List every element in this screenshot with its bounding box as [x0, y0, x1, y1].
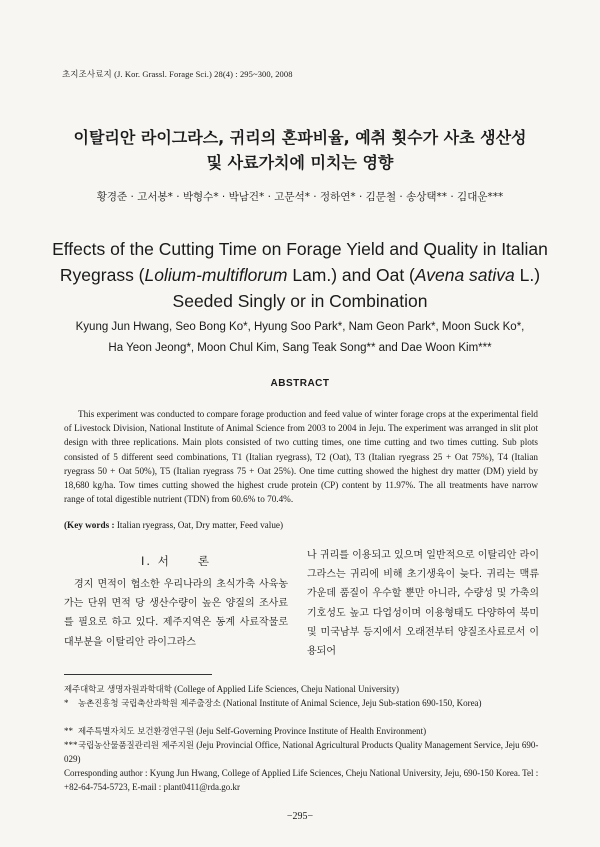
body-paragraph-right: 나 귀리를 이용되고 있으며 일반적으로 이탈리안 라이그라스는 귀리에 비해 초기생육이 늦다. 귀리는 맥류 가운데 품질이 우수할 뿐만 아니라, 수량성 및 가축의 기호성도 높고 다업성이며 이용형태도 다양하여 북미 및 미국남부 등지에서 오래전부터 양질조사료로서 이용되어 [307, 550, 539, 658]
footnote-2-english: (Jeju Self-Governing Province Institute of Health Environment) [193, 726, 427, 736]
footnote-3-korean: 국립농산물품질관리원 제주지원 [78, 740, 194, 750]
english-authors [40, 317, 560, 359]
footnote-1-mark: * [64, 698, 69, 708]
english-title [40, 236, 560, 314]
species-name-ryegrass: Lolium-multiflorum [144, 265, 288, 285]
keywords [64, 520, 538, 530]
footnote-3-english: (Jeju Provincial Office, National Agricultural Products Quality Management Service, Jeju 690-029) [64, 740, 539, 764]
english-title-part-3: L.) Seeded Singly or in Combination [172, 265, 541, 311]
english-authors-line-1: Kyung Jun Hwang, Seo Bong Ko*, Hyung Soo Park*, Nam Geon Park*, Moon Suck Ko*, [75, 321, 525, 333]
footnote-1 [64, 697, 542, 711]
korean-authors: 황경준 · 고서봉* · 박형수* · 박남건* · 고문석* · 정하연* · 김문철 · 송상택** · 김대운*** [96, 191, 504, 203]
english-authors-line-2: Ha Yeon Jeong*, Moon Chul Kim, Sang Teak Song** and Dae Woon Kim*** [108, 342, 492, 354]
footnote-2 [64, 725, 542, 739]
body-column-left [64, 575, 288, 652]
keywords-list: Italian ryegrass, Oat, Dry matter, Feed value) [114, 520, 284, 530]
keywords-label: (Key words : [64, 520, 115, 530]
footnote-3 [64, 739, 542, 766]
footnote-1-korean: 농촌진흥청 국립축산과학원 제주출장소 [78, 698, 221, 708]
page-number: −295− [286, 811, 314, 822]
footnote-affiliation [64, 683, 542, 697]
journal-citation: 초지조사료지 (J. Kor. Grassl. Forage Sci.) 28(4) : 295~300, 2008 [62, 69, 293, 79]
english-title-part-2: Lam.) and Oat ( [287, 265, 415, 285]
footnote-3-mark: *** [64, 740, 78, 750]
body-column-right [307, 546, 539, 661]
footnote-2-korean: 제주특별자치도 보건환경연구원 [78, 726, 194, 736]
affiliation-english: (College of Applied Life Sciences, Cheju National University) [171, 684, 400, 694]
footnote-2-mark: ** [64, 726, 73, 736]
english-title-part-1: Effects of the Cutting Time on Forage Yield and Quality in Italian Ryegrass ( [52, 239, 548, 285]
section-heading-introduction: Ⅰ. 서 론 [141, 554, 211, 568]
footnote-1-english: (National Institute of Animal Science, Jeju Sub-station 690-150, Korea) [220, 698, 482, 708]
korean-title-line-1: 이탈리안 라이그라스, 귀리의 혼파비율, 예취 횟수가 사초 생산성 [73, 128, 527, 147]
corresponding-author: Corresponding author : Kyung Jun Hwang, College of Applied Life Sciences, Cheju National University, Jeju, 690-150 Korea. Tel : +82-64-754-5723, E-mail : plant0411@rda.go.kr [64, 768, 539, 792]
abstract-text: This experiment was conducted to compare forage production and feed value of winter forage crops at the experimental field of Livestock Division, National Institute of Animal Science from 2003 to 2004 in Jeju. The experiment was arranged in slit plot design with three replications. Main plots consisted of two cutting times, one time cutting and two times cutting. Sub plots consisted of 5 different seed combinations, T1 (Italian ryegrass), T2 (Oat), T3 (Italian ryegrass 25 + Oat 75%), T4 (Italian ryegrass 50 + Oat 50%), T5 (Italian ryegrass 75 + Oat 25%). One time cutting showed the highest dry matter (DM) yield by 18,680 kg/ha. Tow times cutting showed the highest crude protein (CP) content by 11.97%. The all treatments have narrow range of total digestible nutrient (TDN) from 60.6% to 70.4%. [64, 409, 538, 505]
abstract-heading: ABSTRACT [270, 378, 330, 389]
footnote-divider [64, 674, 212, 675]
affiliation-korean: 제주대학교 생명자원과학대학 [64, 684, 172, 694]
species-name-oat: Avena sativa [414, 265, 515, 285]
body-paragraph-left: 경지 면적이 협소한 우리나라의 초식가축 사육농가는 단위 면적 당 생산수량이 높은 양질의 조사료를 필요로 하고 있다. 제주지역은 동계 사료작물로 대부분을 이탈리안 라이그라스 [64, 579, 288, 648]
korean-title-line-2: 및 사료가치에 미치는 영향 [206, 153, 394, 172]
